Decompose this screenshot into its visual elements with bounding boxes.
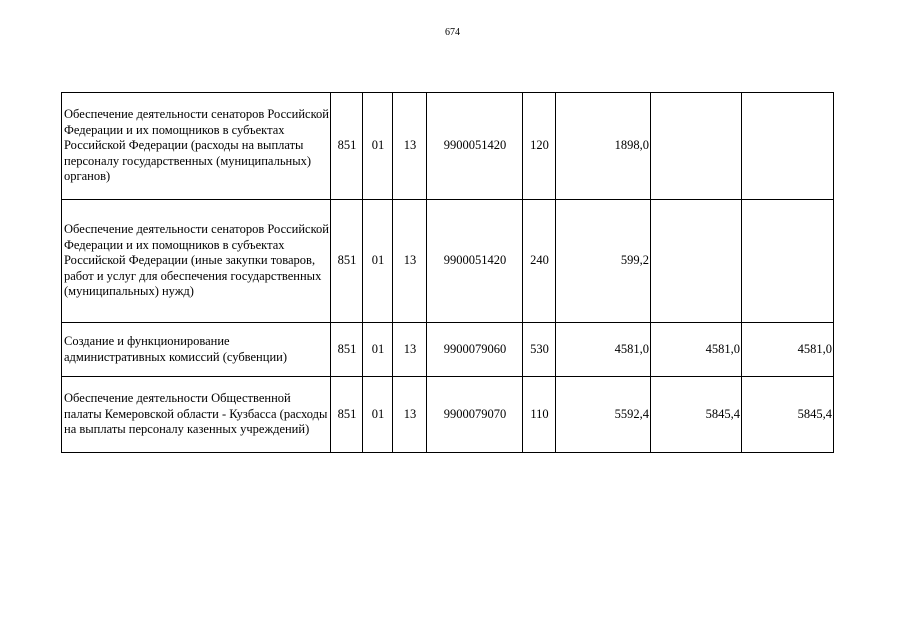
- section-cell: 01: [363, 323, 393, 377]
- target-article-cell: 9900051420: [427, 93, 523, 200]
- ministry-cell: 851: [331, 323, 363, 377]
- target-article-cell: 9900051420: [427, 200, 523, 323]
- section-cell: 01: [363, 377, 393, 453]
- amount-2-cell: [651, 200, 742, 323]
- page-number: 674: [445, 27, 460, 38]
- amount-3-cell: 5845,4: [742, 377, 834, 453]
- row-name-cell: Обеспечение деятельности Общественной палаты Кемеровской области - Кузбасса (расходы на выплаты персоналу казенных учреждений): [62, 377, 331, 453]
- subsection-cell: 13: [393, 323, 427, 377]
- amount-1-cell: 5592,4: [556, 377, 651, 453]
- expense-type-cell: 530: [523, 323, 556, 377]
- amount-1-cell: 599,2: [556, 200, 651, 323]
- amount-3-cell: [742, 93, 834, 200]
- table-row: [62, 323, 834, 377]
- row-name-cell: Обеспечение деятельности сенаторов Российской Федерации и их помощников в субъектах Российской Федерации (расходы на выплаты персоналу государственных (муниципальных) органов): [62, 93, 331, 200]
- expense-type-cell: 120: [523, 93, 556, 200]
- budget-table: [61, 92, 834, 453]
- amount-3-cell: [742, 200, 834, 323]
- ministry-cell: 851: [331, 377, 363, 453]
- amount-2-cell: 4581,0: [651, 323, 742, 377]
- amount-2-cell: [651, 93, 742, 200]
- expense-type-cell: 240: [523, 200, 556, 323]
- section-cell: 01: [363, 93, 393, 200]
- target-article-cell: 9900079070: [427, 377, 523, 453]
- target-article-cell: 9900079060: [427, 323, 523, 377]
- amount-1-cell: 4581,0: [556, 323, 651, 377]
- table-row: [62, 93, 834, 200]
- table-row: [62, 200, 834, 323]
- section-cell: 01: [363, 200, 393, 323]
- row-name-cell: Обеспечение деятельности сенаторов Российской Федерации и их помощников в субъектах Российской Федерации (иные закупки товаров, работ и услуг для обеспечения государственных (муниципальных) нужд): [62, 200, 331, 323]
- subsection-cell: 13: [393, 200, 427, 323]
- subsection-cell: 13: [393, 93, 427, 200]
- ministry-cell: 851: [331, 93, 363, 200]
- subsection-cell: 13: [393, 377, 427, 453]
- amount-2-cell: 5845,4: [651, 377, 742, 453]
- expense-type-cell: 110: [523, 377, 556, 453]
- row-name-cell: Создание и функционирование административных комиссий (субвенции): [62, 323, 331, 377]
- ministry-cell: 851: [331, 200, 363, 323]
- amount-1-cell: 1898,0: [556, 93, 651, 200]
- table-row: [62, 377, 834, 453]
- amount-3-cell: 4581,0: [742, 323, 834, 377]
